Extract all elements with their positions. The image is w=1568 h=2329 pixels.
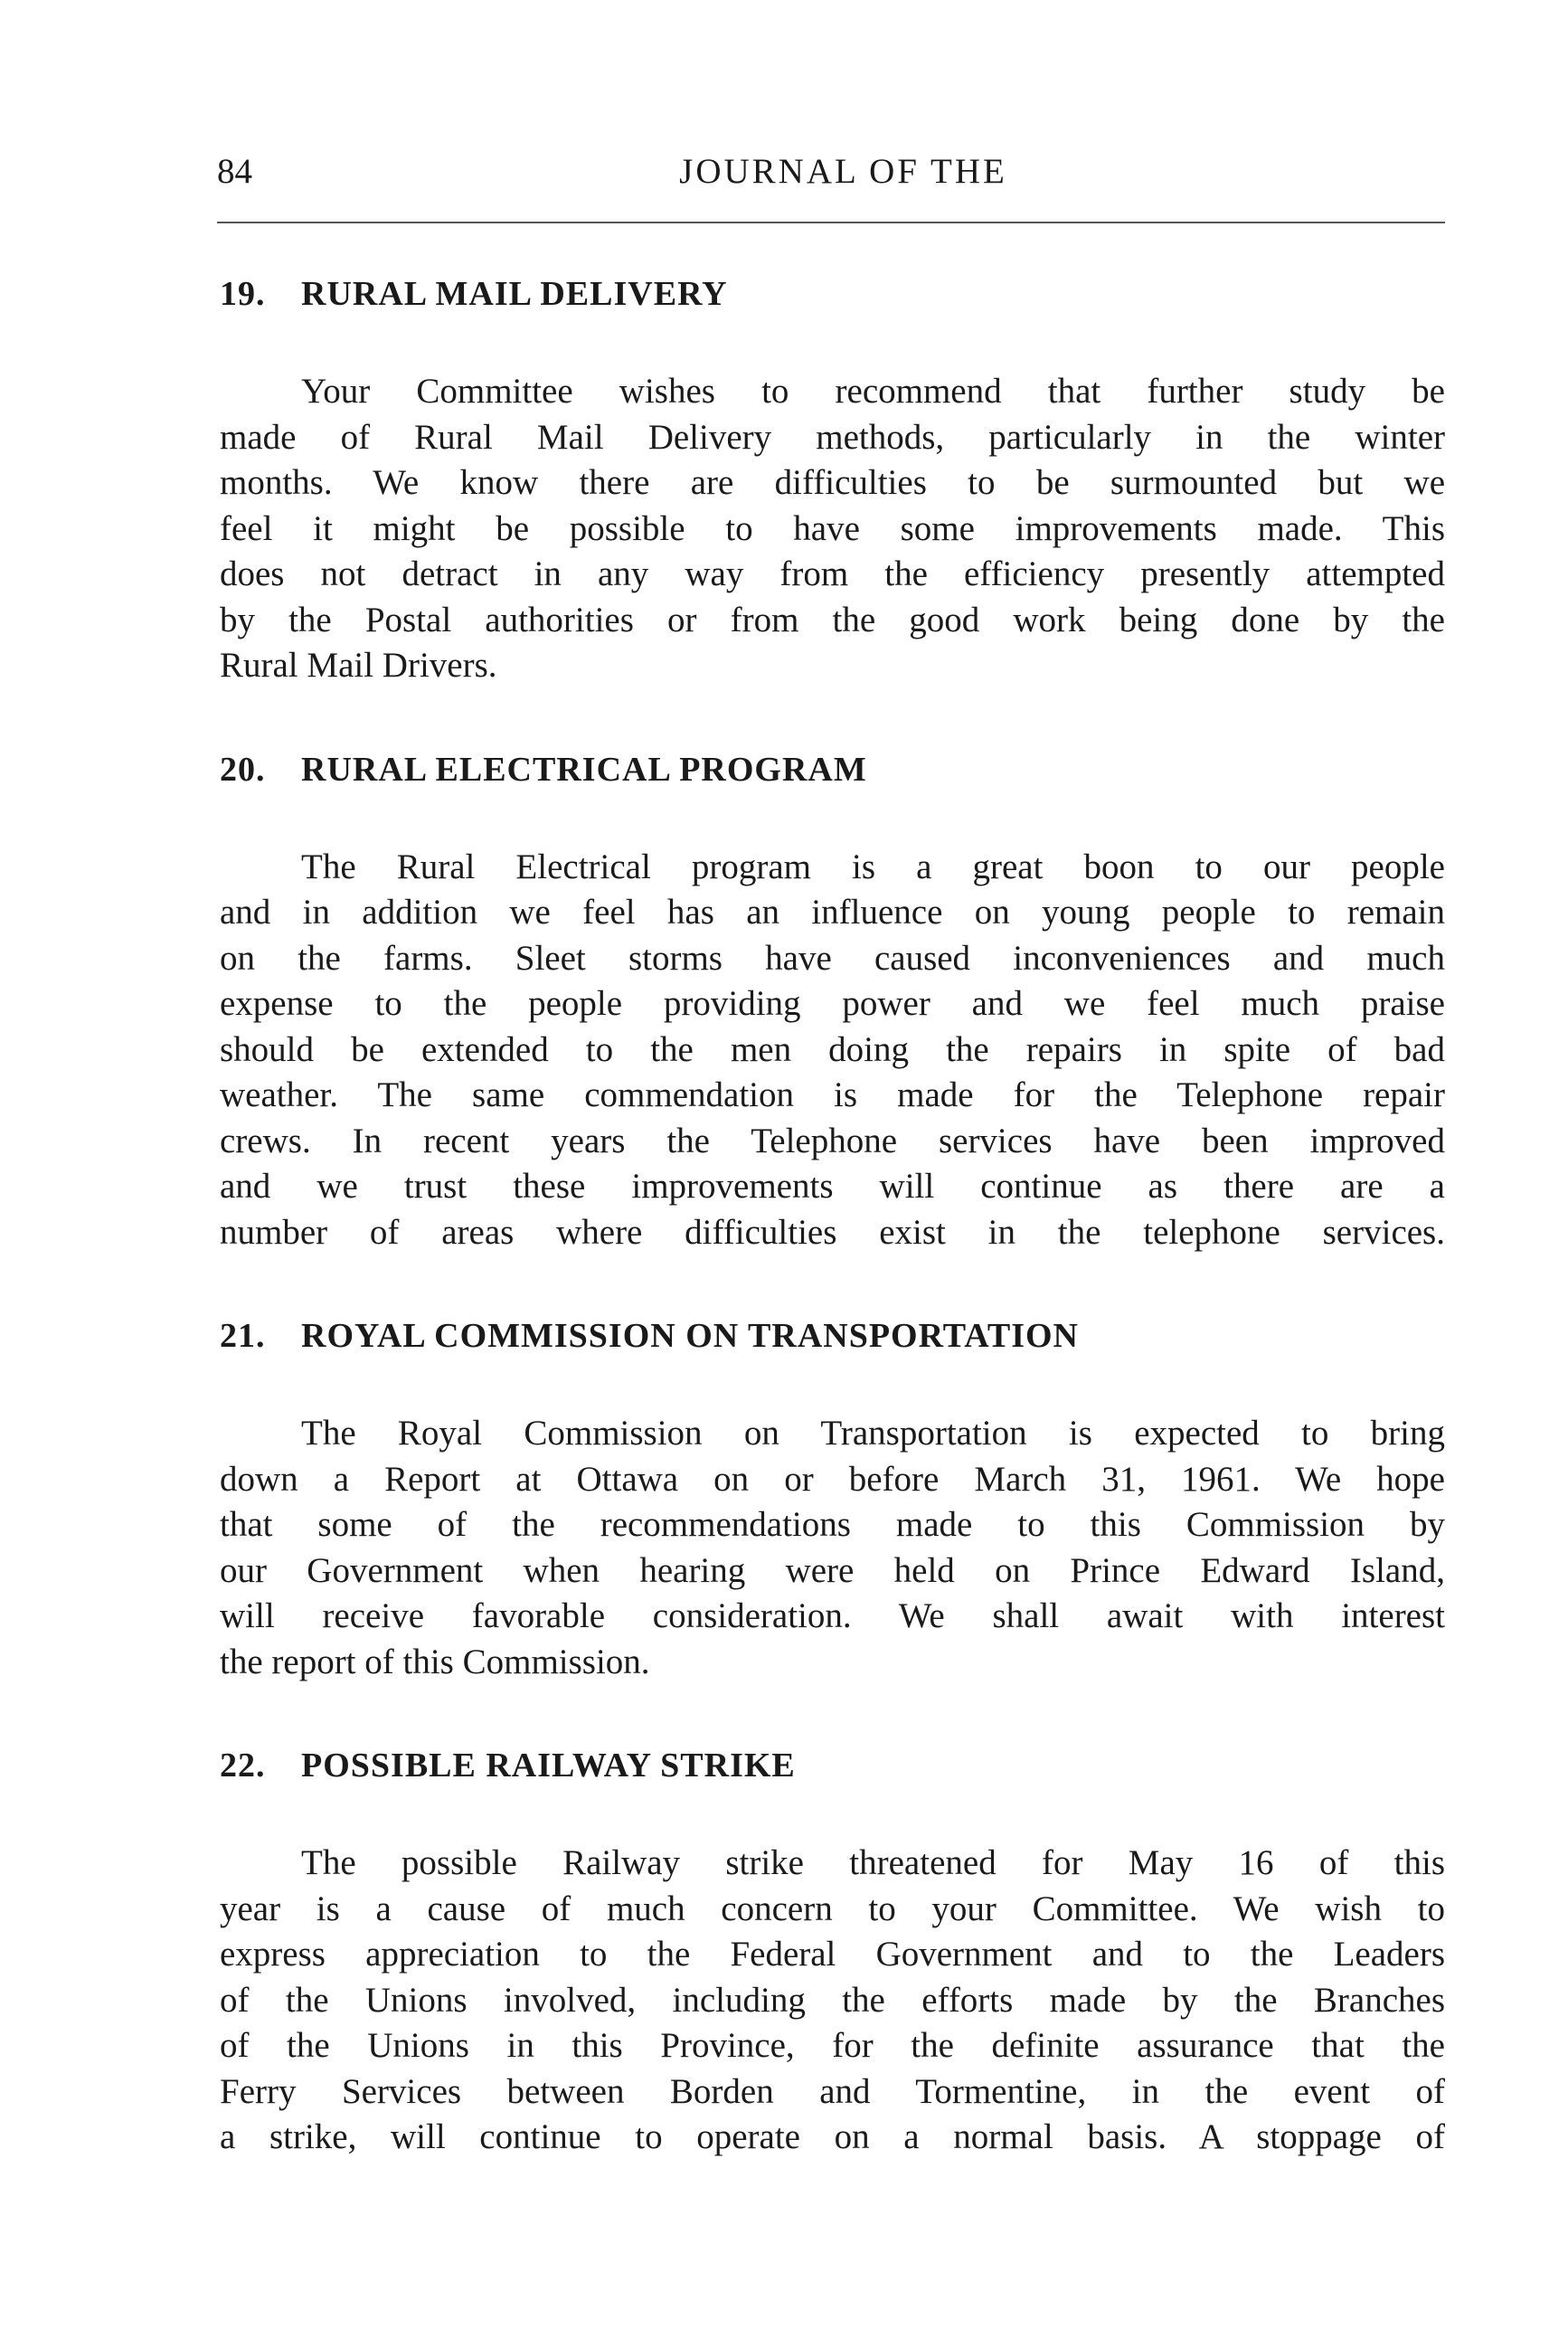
text-line: by the Postal authorities or from the good work being done by the (220, 600, 1445, 639)
section-number: 19. (220, 275, 266, 313)
section-heading (220, 1313, 1445, 1359)
text-line: Ferry Services between Borden and Tormentine, in the event of (220, 2071, 1445, 2111)
text-line: should be extended to the men doing the repairs in spite of bad (220, 1029, 1445, 1069)
text-line: will receive favorable consideration. We shall await with interest (220, 1596, 1445, 1635)
text-line: Your Committee wishes to recommend that further study be (301, 372, 1445, 411)
text-line: of the Unions in this Province, for the definite assurance that the (220, 2026, 1445, 2065)
section-possible-railway-strike (220, 1743, 1445, 2161)
section-number: 20. (220, 750, 266, 789)
section-paragraph (220, 1411, 1445, 1685)
text-line: a strike, will continue to operate on a normal basis. A stoppage of (220, 2117, 1445, 2156)
section-rural-electrical-program (220, 747, 1445, 1256)
text-line: of the Unions involved, including the efforts made by the Branches (220, 1980, 1445, 2020)
text-line: and we trust these improvements will continue as there are a (220, 1167, 1445, 1206)
section-paragraph (220, 1841, 1445, 2161)
text-line: The possible Railway strike threatened for May 16 of this (301, 1843, 1445, 1882)
section-rural-mail-delivery (220, 271, 1445, 689)
text-line: months. We know there are difficulties to be surmounted but we (220, 463, 1445, 502)
section-title: RURAL MAIL DELIVERY (301, 275, 728, 313)
document-body (220, 271, 1445, 2161)
section-number: 21. (220, 1317, 266, 1355)
text-line: Rural Mail Drivers. (220, 646, 497, 685)
text-line: The Rural Electrical program is a great boon to our people (301, 847, 1445, 886)
text-line: The Royal Commission on Transportation is expected to bring (301, 1414, 1445, 1453)
text-line: expense to the people providing power and we feel much praise (220, 984, 1445, 1023)
page-number: 84 (217, 152, 252, 191)
text-line: the report of this Commission. (220, 1642, 650, 1681)
text-line: number of areas where difficulties exist in the telephone services. (220, 1212, 1445, 1252)
section-title: RURAL ELECTRICAL PROGRAM (301, 750, 867, 789)
text-line: crews. In recent years the Telephone services have been improved (220, 1121, 1445, 1160)
text-line: express appreciation to the Federal Government and to the Leaders (220, 1935, 1445, 1974)
text-line: made of Rural Mail Delivery methods, particularly in the winter (220, 417, 1445, 457)
text-line: weather. The same commendation is made for the Telephone repair (220, 1075, 1445, 1114)
section-heading (220, 747, 1445, 792)
section-heading (220, 1743, 1445, 1788)
text-line: down a Report at Ottawa on or before March 31, 1961. We hope (220, 1459, 1445, 1499)
section-number: 22. (220, 1747, 266, 1785)
text-line: does not detract in any way from the efficiency presently attempted (220, 554, 1445, 593)
section-title: ROYAL COMMISSION ON TRANSPORTATION (301, 1317, 1079, 1355)
journal-title: JOURNAL OF THE (679, 152, 1007, 191)
section-royal-commission-on-transportation (220, 1313, 1445, 1685)
section-paragraph (220, 369, 1445, 689)
text-line: and in addition we feel has an influence on young people to remain (220, 893, 1445, 932)
text-line: feel it might be possible to have some improvements made. This (220, 508, 1445, 548)
text-line: on the farms. Sleet storms have caused inconveniences and much (220, 938, 1445, 978)
text-line: year is a cause of much concern to your Committee. We wish to (220, 1889, 1445, 1928)
section-heading (220, 271, 1445, 317)
running-head (217, 145, 1442, 199)
text-line: that some of the recommendations made to this Commission by (220, 1505, 1445, 1544)
section-paragraph (220, 845, 1445, 1256)
header-rule (217, 222, 1445, 223)
text-line: our Government when hearing were held on Prince Edward Island, (220, 1550, 1445, 1590)
section-title: POSSIBLE RAILWAY STRIKE (301, 1747, 796, 1785)
